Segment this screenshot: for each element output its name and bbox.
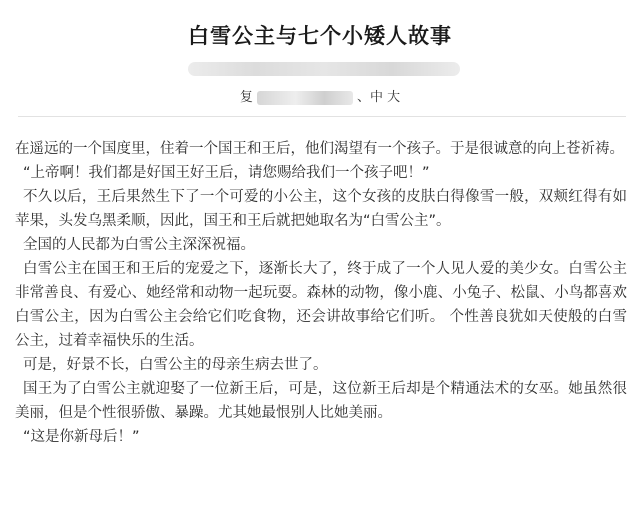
article-title: 白雪公主与七个小矮人故事 — [188, 24, 452, 48]
article-meta — [0, 86, 640, 106]
paragraph: 不久以后，王后果然生下了一个可爱的小公主，这个女孩的皮肤白得像雪一般，双颊红得有如苹果，头发乌黑柔顺，因此，国王和王后就把她取名为“白雪公主”。 — [15, 189, 627, 229]
meta-suffix: 、中 大 — [356, 90, 401, 105]
paragraph: 国王为了白雪公主就迎娶了一位新王后，可是，这位新王后却是个精通法术的女巫。她虽然很美丽，但是个性很骄傲、暴躁。尤其她最恨别人比她美丽。 — [15, 381, 627, 421]
article-body — [15, 137, 627, 449]
blurred-source-line — [188, 62, 460, 76]
paragraph: 全国的人民都为白雪公主深深祝福。 — [22, 237, 255, 253]
paragraph: “这是你新母后！” — [22, 429, 140, 445]
meta-prefix: 复 — [239, 90, 253, 105]
paragraph: 白雪公主在国王和王后的宠爱之下，逐渐长大了，终于成了一个人见人爱的美少女。白雪公主非常善良、有爱心、她经常和动物一起玩耍。森林的动物，像小鹿、小兔子、松鼠、小鸟都喜欢白雪公主，因为白雪公主会给它们吃食物，还会讲故事给它们听。 个性善良犹如天使般的白雪公主，过着幸福快乐的生活。 — [15, 261, 627, 349]
paragraph: 在遥远的一个国度里，住着一个国王和王后，他们渴望有一个孩子。于是很诚意的向上苍祈祷。 — [15, 141, 624, 157]
paragraph: 可是，好景不长，白雪公主的母亲生病去世了。 — [22, 357, 328, 373]
divider — [18, 116, 626, 117]
blurred-author — [257, 91, 353, 105]
paragraph: “上帝啊！我们都是好国王好王后，请您赐给我们一个孩子吧！” — [22, 165, 430, 181]
